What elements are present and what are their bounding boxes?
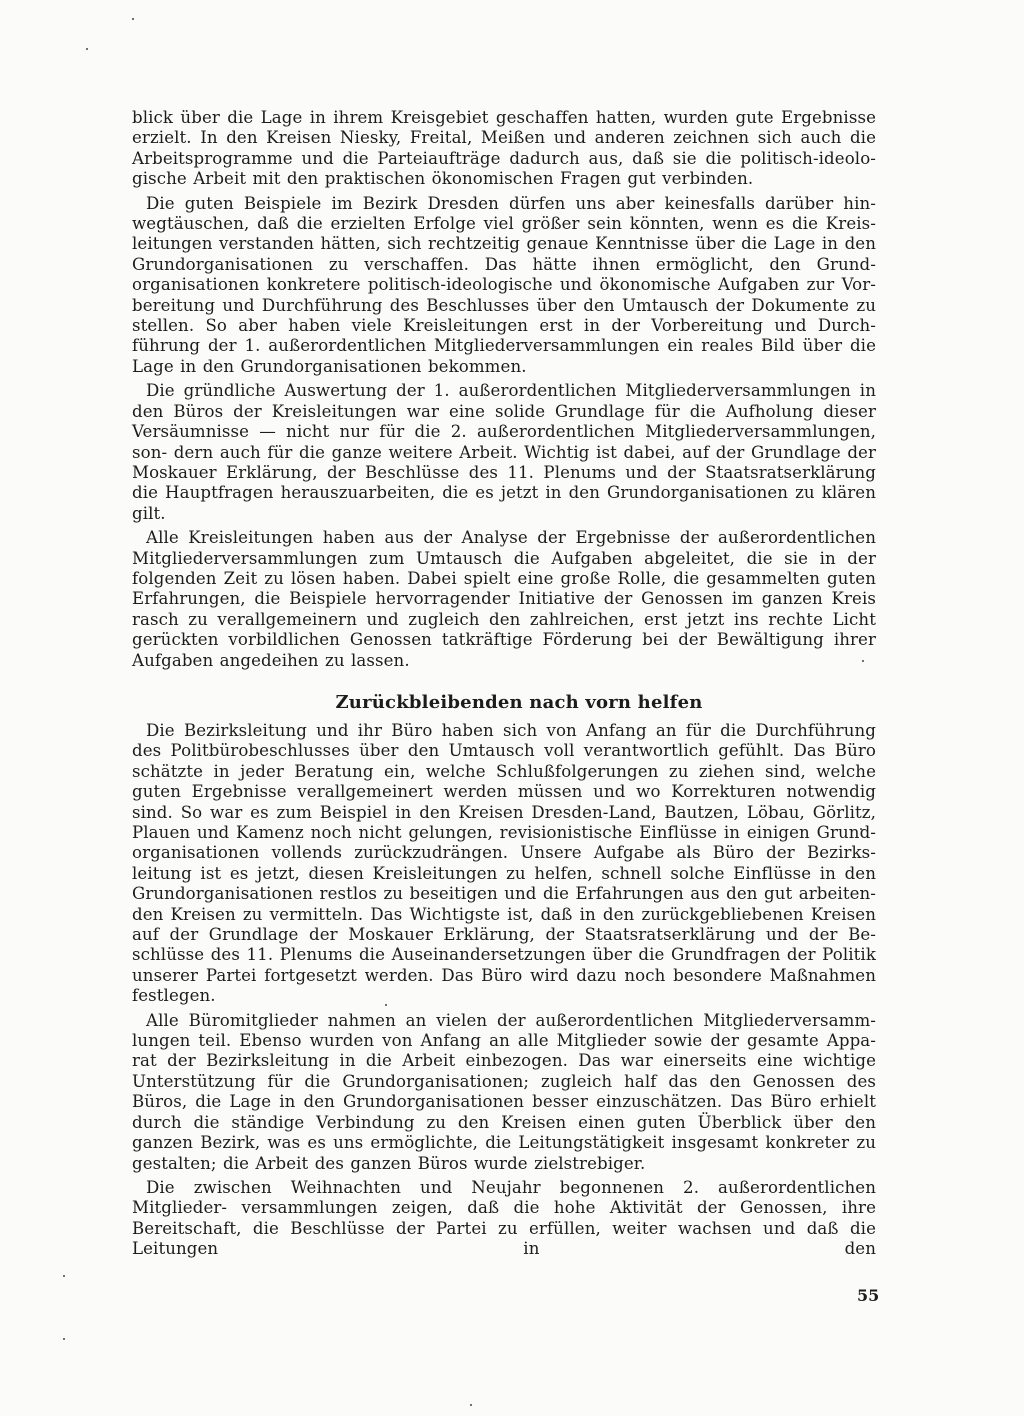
heading-gap [132, 671, 876, 691]
paragraph-4: Alle Kreisleitungen haben aus der Analyse der Ergebnisse der außerordentlichen Mitgliederversammlungen zum Umtausch die Aufgaben abgeleitet, die sie in der folgenden Zeit zu lösen haben. Dabei spielt eine große Rolle, die gesammelten guten Erfahrungen, die Beispiele hervorragender Initiative der Genossen im ganzen Kreis rasch zu verallgemeinern und zugleich den zahlreichen, erst jetzt ins rechte Licht gerückten vorbildlichen Genossen tatkräftige Förderung bei der Bewältigung ihrer Aufgaben angedeihen zu lassen. [132, 528, 876, 670]
paragraph-7: Die zwischen Weihnachten und Neujahr begonnenen 2. außerordentlichen Mitglieder- versammlungen zeigen, daß die hohe Aktivität der Genossen, ihre Bereitschaft, die Beschlüsse der Partei zu erfüllen, weiter wachsen und daß die Leitungen in den [132, 1177, 877, 1259]
paragraph-3: Die gründliche Auswertung der 1. außerordentlichen Mitgliederversammlungen in den Büros der Kreisleitungen war eine solide Grundlage für die Aufholung dieser Versäumnisse — nicht nur für die 2. außerordentlichen Mitgliederversammlungen, son- dern auch für die ganze weitere Arbeit. Wichtig ist dabei, auf der Grundlage der Moskauer Erklärung, der Beschlüsse des 11. Plenums und der Staatsratserklärung die Hauptfragen herauszuarbeiten, die es jetzt in den Grundorganisationen zu klären gilt. [132, 381, 876, 523]
page-number: 55 [857, 1286, 880, 1305]
paragraph-2: Die guten Beispiele im Bezirk Dresden dürfen uns aber keinesfalls darüber hin- wegtäuschen, daß die erzielten Erfolge viel größer sein könnten, wenn es die Kreis- leitungen verstanden hätten, sich rechtzeitig genaue Kenntnisse über die Lage in den Grundorganisationen zu verschaffen. Das hätte ihnen ermöglicht, den Grund- organisationen konkretere politisch-ideologische und ökonomische Aufgaben zur Vor- bereitung und Durchführung des Beschlusses über den Umtausch der Dokumente zu stellen. So aber haben viele Kreisleitungen erst in der Vorbereitung und Durch- führung der 1. außerordentlichen Mitgliederversammlungen ein reales Bild über die Lage in den Grundorganisationen bekommen. [132, 193, 877, 376]
scan-speck [63, 1275, 65, 1277]
paragraph-1: blick über die Lage in ihrem Kreisgebiet geschaffen hatten, wurden gute Ergebnisse erzielt. In den Kreisen Niesky, Freital, Meißen und anderen zeichnen sich auch die Arbeitsprogramme und die Parteiaufträge dadurch aus, daß sie die politisch-ideolo- gische Arbeit mit den praktischen ökonomischen Fragen gut verbinden. [132, 108, 876, 189]
scan-speck [86, 48, 88, 50]
scan-speck [132, 18, 134, 20]
paragraph-6: Alle Büromitglieder nahmen an vielen der außerordentlichen Mitgliederversamm- lungen teil. Ebenso wurden von Anfang an alle Mitglieder sowie der gesamte Appa- rat der Bezirksleitung in die Arbeit einbezogen. Das war einerseits eine wichtige Unterstützung für die Grundorganisationen; zugleich half das den Genossen des Büros, die Lage in den Grundorganisationen besser einzuschätzen. Das Büro erhielt durch die ständige Verbindung zu den Kreisen einen guten Überblick über den ganzen Bezirk, was es uns ermöglichte, die Leitungstätigkeit insgesamt konkreter zu gestalten; die Arbeit des ganzen Büros wurde zielstrebiger. [132, 1010, 876, 1173]
body-text [132, 108, 876, 1260]
scan-speck [63, 1338, 65, 1340]
section-heading: Zurückbleibenden nach vorn helfen [335, 691, 703, 713]
paragraph-5: Die Bezirksleitung und ihr Büro haben sich von Anfang an für die Durchführung des Politbürobeschlusses über den Umtausch voll verantwortlich gefühlt. Das Büro schätzte in jeder Beratung ein, welche Schlußfolgerungen zu ziehen sind, welche guten Ergebnisse verallgemeinert werden müssen und wo Korrekturen notwendig sind. So war es zum Beispiel in den Kreisen Dresden-Land, Bautzen, Löbau, Görlitz, Plauen und Kamenz noch nicht gelungen, revisionistische Einflüsse in einigen Grund- organisationen vollends zurückzudrängen. Unsere Aufgabe als Büro der Bezirks- leitung ist es jetzt, diesen Kreisleitungen zu helfen, schnell solche Einflüsse in den Grundorganisationen restlos zu beseitigen und die Erfahrungen aus den gut arbeiten- den Kreisen zu vermitteln. Das Wichtigste ist, daß in den zurückgebliebenen Kreisen auf der Grundlage der Moskauer Erklärung, der Staatsratserklärung und der Be- schlüsse des 11. Plenums die Auseinandersetzungen über die Grundfragen der Politik unserer Partei fortgesetzt werden. Das Büro wird dazu noch besondere Maßnahmen festlegen. [132, 720, 876, 1006]
scan-speck [470, 1404, 472, 1406]
